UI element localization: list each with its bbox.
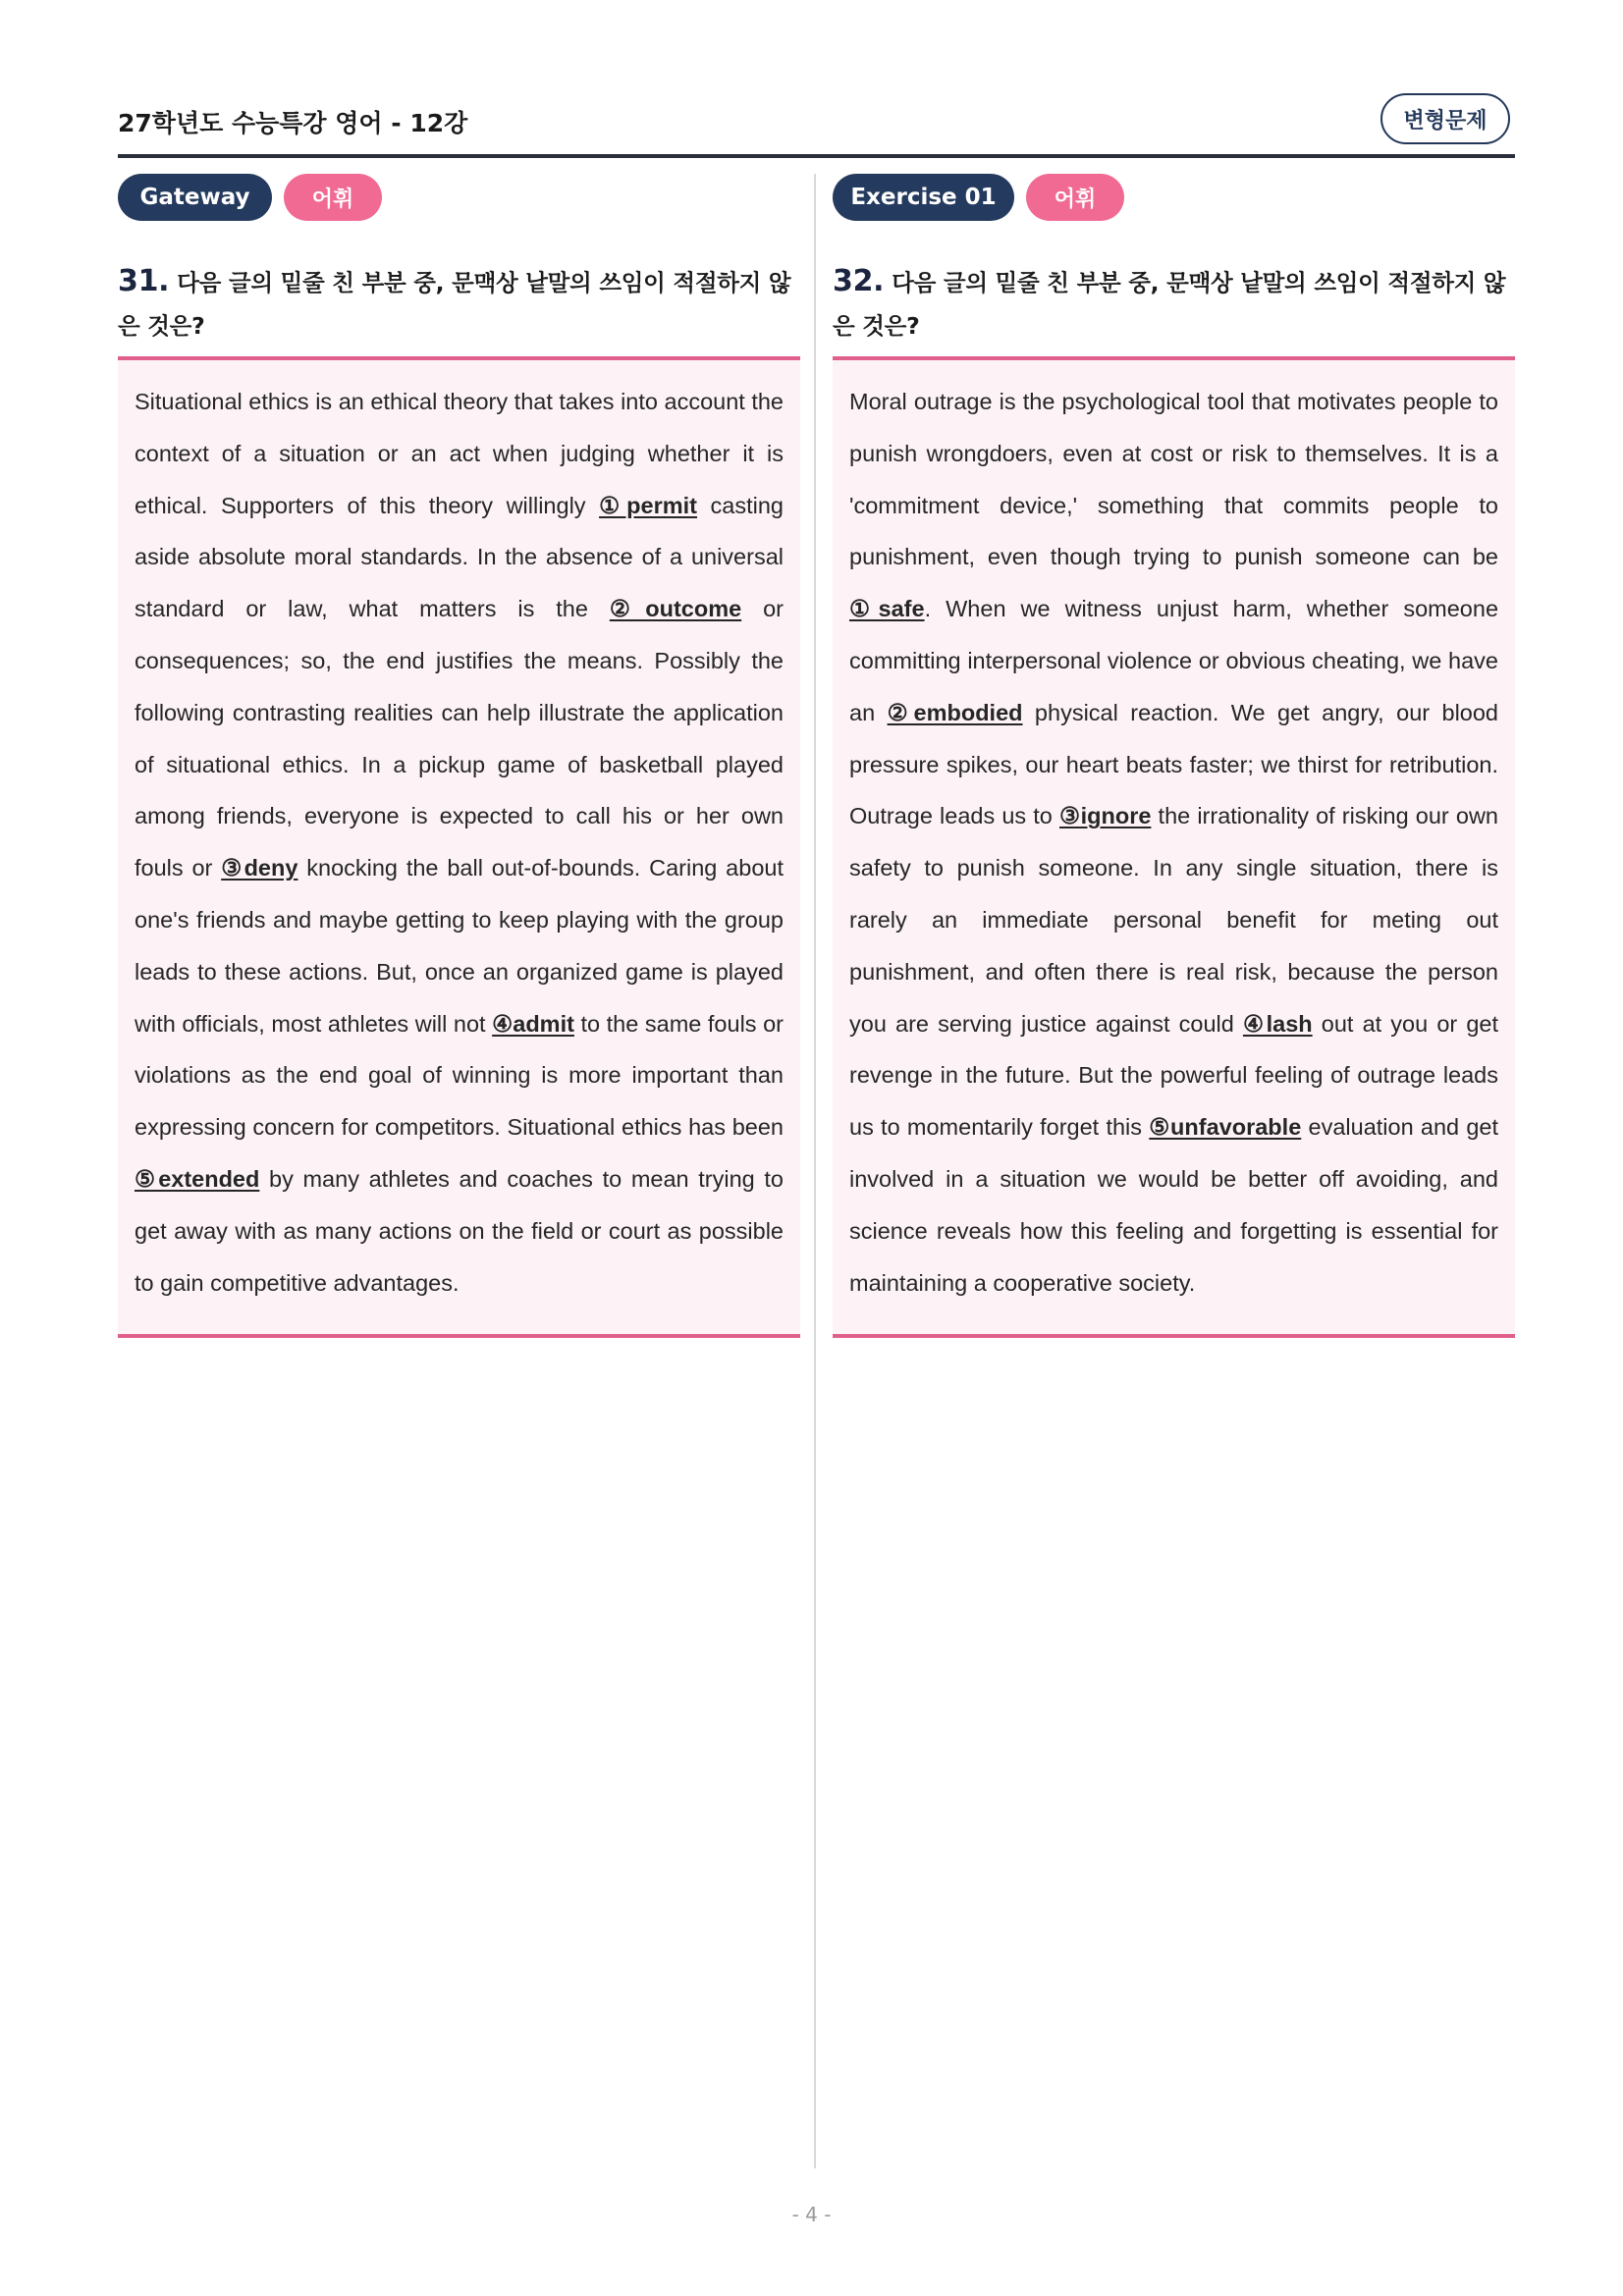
left-tag-group [118,174,800,223]
header-divider [118,154,1515,158]
question-number: 32. [833,264,885,298]
underlined-vocabulary-word: ①safe [849,596,925,622]
underlined-vocabulary-word: ⑤extended [135,1165,260,1192]
right-column [833,174,1515,1296]
underlined-vocabulary-word: ③ignore [1058,803,1152,829]
vocabulary-tag: 어휘 [1026,174,1124,221]
question-32 [833,260,1515,347]
passage-box [833,356,1515,1338]
document-header-title: 27학년도 수능특강 영어 - 12강 [118,109,468,137]
column-divider [814,174,816,2168]
vocabulary-tag: 어휘 [284,174,382,221]
question-prompt: 다음 글의 밑줄 친 부분 중, 문맥상 낱말의 쓰임이 적절하지 않은 것은? [833,269,1506,340]
passage-text: Moral outrage is the psychological tool that motivates people to punish wrongdoers, even at cost or risk to themselves. It is a 'commitment device,' something that commits people to punishment, even though trying to punish someone can be ①safe. When we witness unjust harm, whether someone committing interpersonal violence or obvious cheating, we have an ②embodied physical reaction. We get angry, our blood pressure spikes, our heart beats faster; we thirst for retribution. Outrage leads us to ③ignore the irrationality of risking our own safety to punish someone. In any single situation, there is rarely an immediate personal benefit for meting out punishment, and often there is real risk, because the person you are serving justice against could ④lash out at you or get revenge in the future. But the powerful feeling of outrage leads us to momentarily forget this ⑤unfavorable evaluation and get involved in a situation we would be better off avoiding, and science reveals how this feeling and forgetting is essential for maintaining a cooperative society. [849,389,1499,1296]
passage-text: Situational ethics is an ethical theory that takes into account the context of a situation or an act when judging whether it is ethical. Supporters of this theory willingly ①permit casting aside absolute moral standards. In the absence of a universal standard or law, what matters is the ②outcome or consequences; so, the end justifies the means. Possibly the following contrasting realities can help illustrate the application of situational ethics. In a pickup game of basketball played among friends, everyone is expected to call his or her own fouls or ③deny knocking the ball out-of-bounds. Caring about one's friends and maybe getting to keep playing with the group leads to these actions. But, once an organized game is played with officials, most athletes will not ④admit to the same fouls or violations as the end goal of winning is more important than expressing concern for competitors. Situational ethics has been ⑤extended by many athletes and coaches to mean trying to get away with as many actions on the field or court as possible to gain competitive advantages. [135,389,784,1296]
question-prompt: 다음 글의 밑줄 친 부분 중, 문맥상 낱말의 쓰임이 적절하지 않은 것은? [118,269,791,340]
underlined-vocabulary-word: ②embodied [887,699,1023,725]
passage-box [118,356,800,1338]
underlined-vocabulary-word: ①permit [599,492,697,518]
underlined-vocabulary-word: ④lash [1242,1010,1313,1037]
underlined-vocabulary-word: ⑤unfavorable [1149,1114,1302,1141]
question-type-badge: 변형문제 [1380,93,1510,144]
question-number: 31. [118,264,170,298]
right-tag-group [833,174,1515,223]
underlined-vocabulary-word: ②outcome [609,596,742,622]
gateway-tag: Gateway [118,174,272,221]
underlined-vocabulary-word: ③deny [221,855,298,881]
exercise-tag: Exercise 01 [833,174,1014,221]
underlined-vocabulary-word: ④admit [492,1010,574,1037]
question-31 [118,260,800,347]
left-column [118,174,800,1296]
page-number: - 4 - [791,2203,832,2226]
